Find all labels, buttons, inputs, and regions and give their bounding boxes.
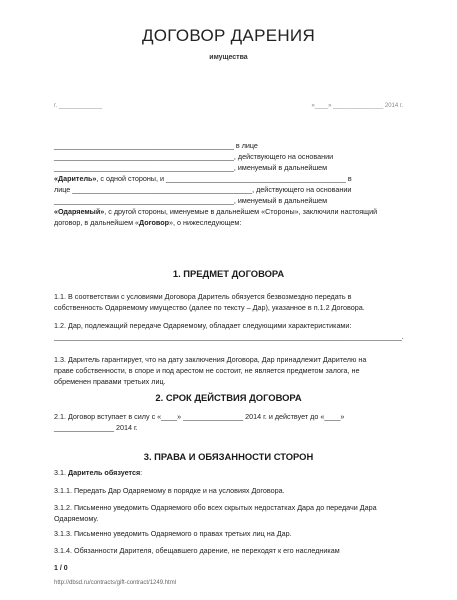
clause-text: праве собственности, в споре и под арестом не состоит, не является предметом залога, не (54, 366, 360, 375)
clause-text: собственность Одаряемому имущество (далее по тексту – Дар), указанное в п.1.2 Договора. (54, 303, 365, 312)
preamble-line: лице _____________________________________________, действующего на основании (54, 185, 352, 194)
clause-text: _______________ 2014 г. (54, 423, 138, 432)
clause-1-2 (54, 320, 410, 342)
preamble-text: , с другой стороны, именуемые в дальнейшем «Стороны», заключили настоящий (104, 207, 378, 216)
clause-number: 3.1. (54, 468, 68, 477)
clause-1-3 (54, 354, 410, 387)
clause-text: 3.1.2. Письменно уведомить Одаряемого обо всех скрытых недостатках Дара до передачи Дара (54, 503, 377, 512)
clause-3-1-2 (54, 502, 410, 524)
clause-text: обременен правами третьих лиц. (54, 377, 166, 386)
section-1-heading: 1. ПРЕДМЕТ ДОГОВОРА (172, 268, 285, 279)
clause-3-1-1 (54, 485, 410, 496)
section-2-heading: 2. СРОК ДЕЙСТВИЯ ДОГОВОРА (155, 392, 302, 403)
preamble-line (54, 173, 410, 184)
clause-text: 1.3. Даритель гарантирует, что на дату заключения Договора, Дар принадлежит Дарителю на (54, 355, 367, 364)
clause-text: : (140, 468, 143, 477)
section-3-heading: 3. ПРАВА И ОБЯЗАННОСТИ СТОРОН (143, 451, 314, 462)
date-line: «____» _______________ 2014 г. (311, 103, 403, 109)
preamble-text: , с одной стороны, и _____________________________________________ в (96, 174, 352, 183)
clause-3-1-3 (54, 528, 410, 539)
source-url[interactable]: http://dbsd.ru/contracts/gift-contract/1249.html (54, 580, 177, 586)
clause-1-1 (54, 291, 410, 313)
document-title: ДОГОВОР ДАРЕНИЯ (141, 26, 316, 45)
donor-term: «Даритель» (54, 174, 97, 183)
preamble-line: _____________________________________________, именуемый в дальнейшем (54, 163, 328, 172)
clause-3-1-4 (54, 545, 410, 556)
preamble-line: _____________________________________________ в лице (54, 141, 258, 150)
clause-blank-line: _______________________________________________________________________________________. (54, 332, 404, 341)
donor-obligations-term: Даритель обязуется (68, 468, 141, 477)
clause-text (54, 467, 410, 478)
place-line: г. _____________ (54, 103, 103, 109)
preamble-text: », о нижеследующем: (169, 218, 242, 227)
document-subtitle: имущества (209, 54, 248, 61)
clause-text: 1.2. Дар, подлежащий передаче Одаряемому, обладает следующими характеристиками: (54, 321, 352, 330)
preamble-line (54, 217, 410, 228)
clause-text: Одаряемому. (54, 514, 99, 523)
clause-text: 1.1. В соответствии с условиями Договора Даритель обязуется безвозмездно передать в (54, 292, 352, 301)
preamble-line: _____________________________________________, действующего на основании (54, 152, 334, 161)
clause-text: 2.1. Договор вступает в силу с «____» _______________ 2014 г. и действует до «____» (54, 412, 345, 421)
clause-text: 3.1.3. Письменно уведомить Одаряемого о правах третьих лиц на Дар. (54, 529, 292, 538)
donee-term: «Одаряемый» (54, 207, 105, 216)
preamble (54, 140, 410, 228)
clause-text: 3.1.1. Передать Дар Одаряемому в порядке и на условиях Договора. (54, 486, 285, 495)
clause-3-1 (54, 467, 410, 478)
preamble-line (54, 206, 410, 217)
page-number: 1 / 0 (54, 565, 68, 572)
contract-term: Договор (139, 218, 170, 227)
clause-text: 3.1.4. Обязанности Дарителя, обещавшего дарение, не переходят к его наследникам (54, 546, 340, 555)
clause-2-1 (54, 411, 410, 433)
preamble-line: _____________________________________________, именуемый в дальнейшем (54, 196, 328, 205)
preamble-text: договор, в дальнейшем « (54, 218, 140, 227)
